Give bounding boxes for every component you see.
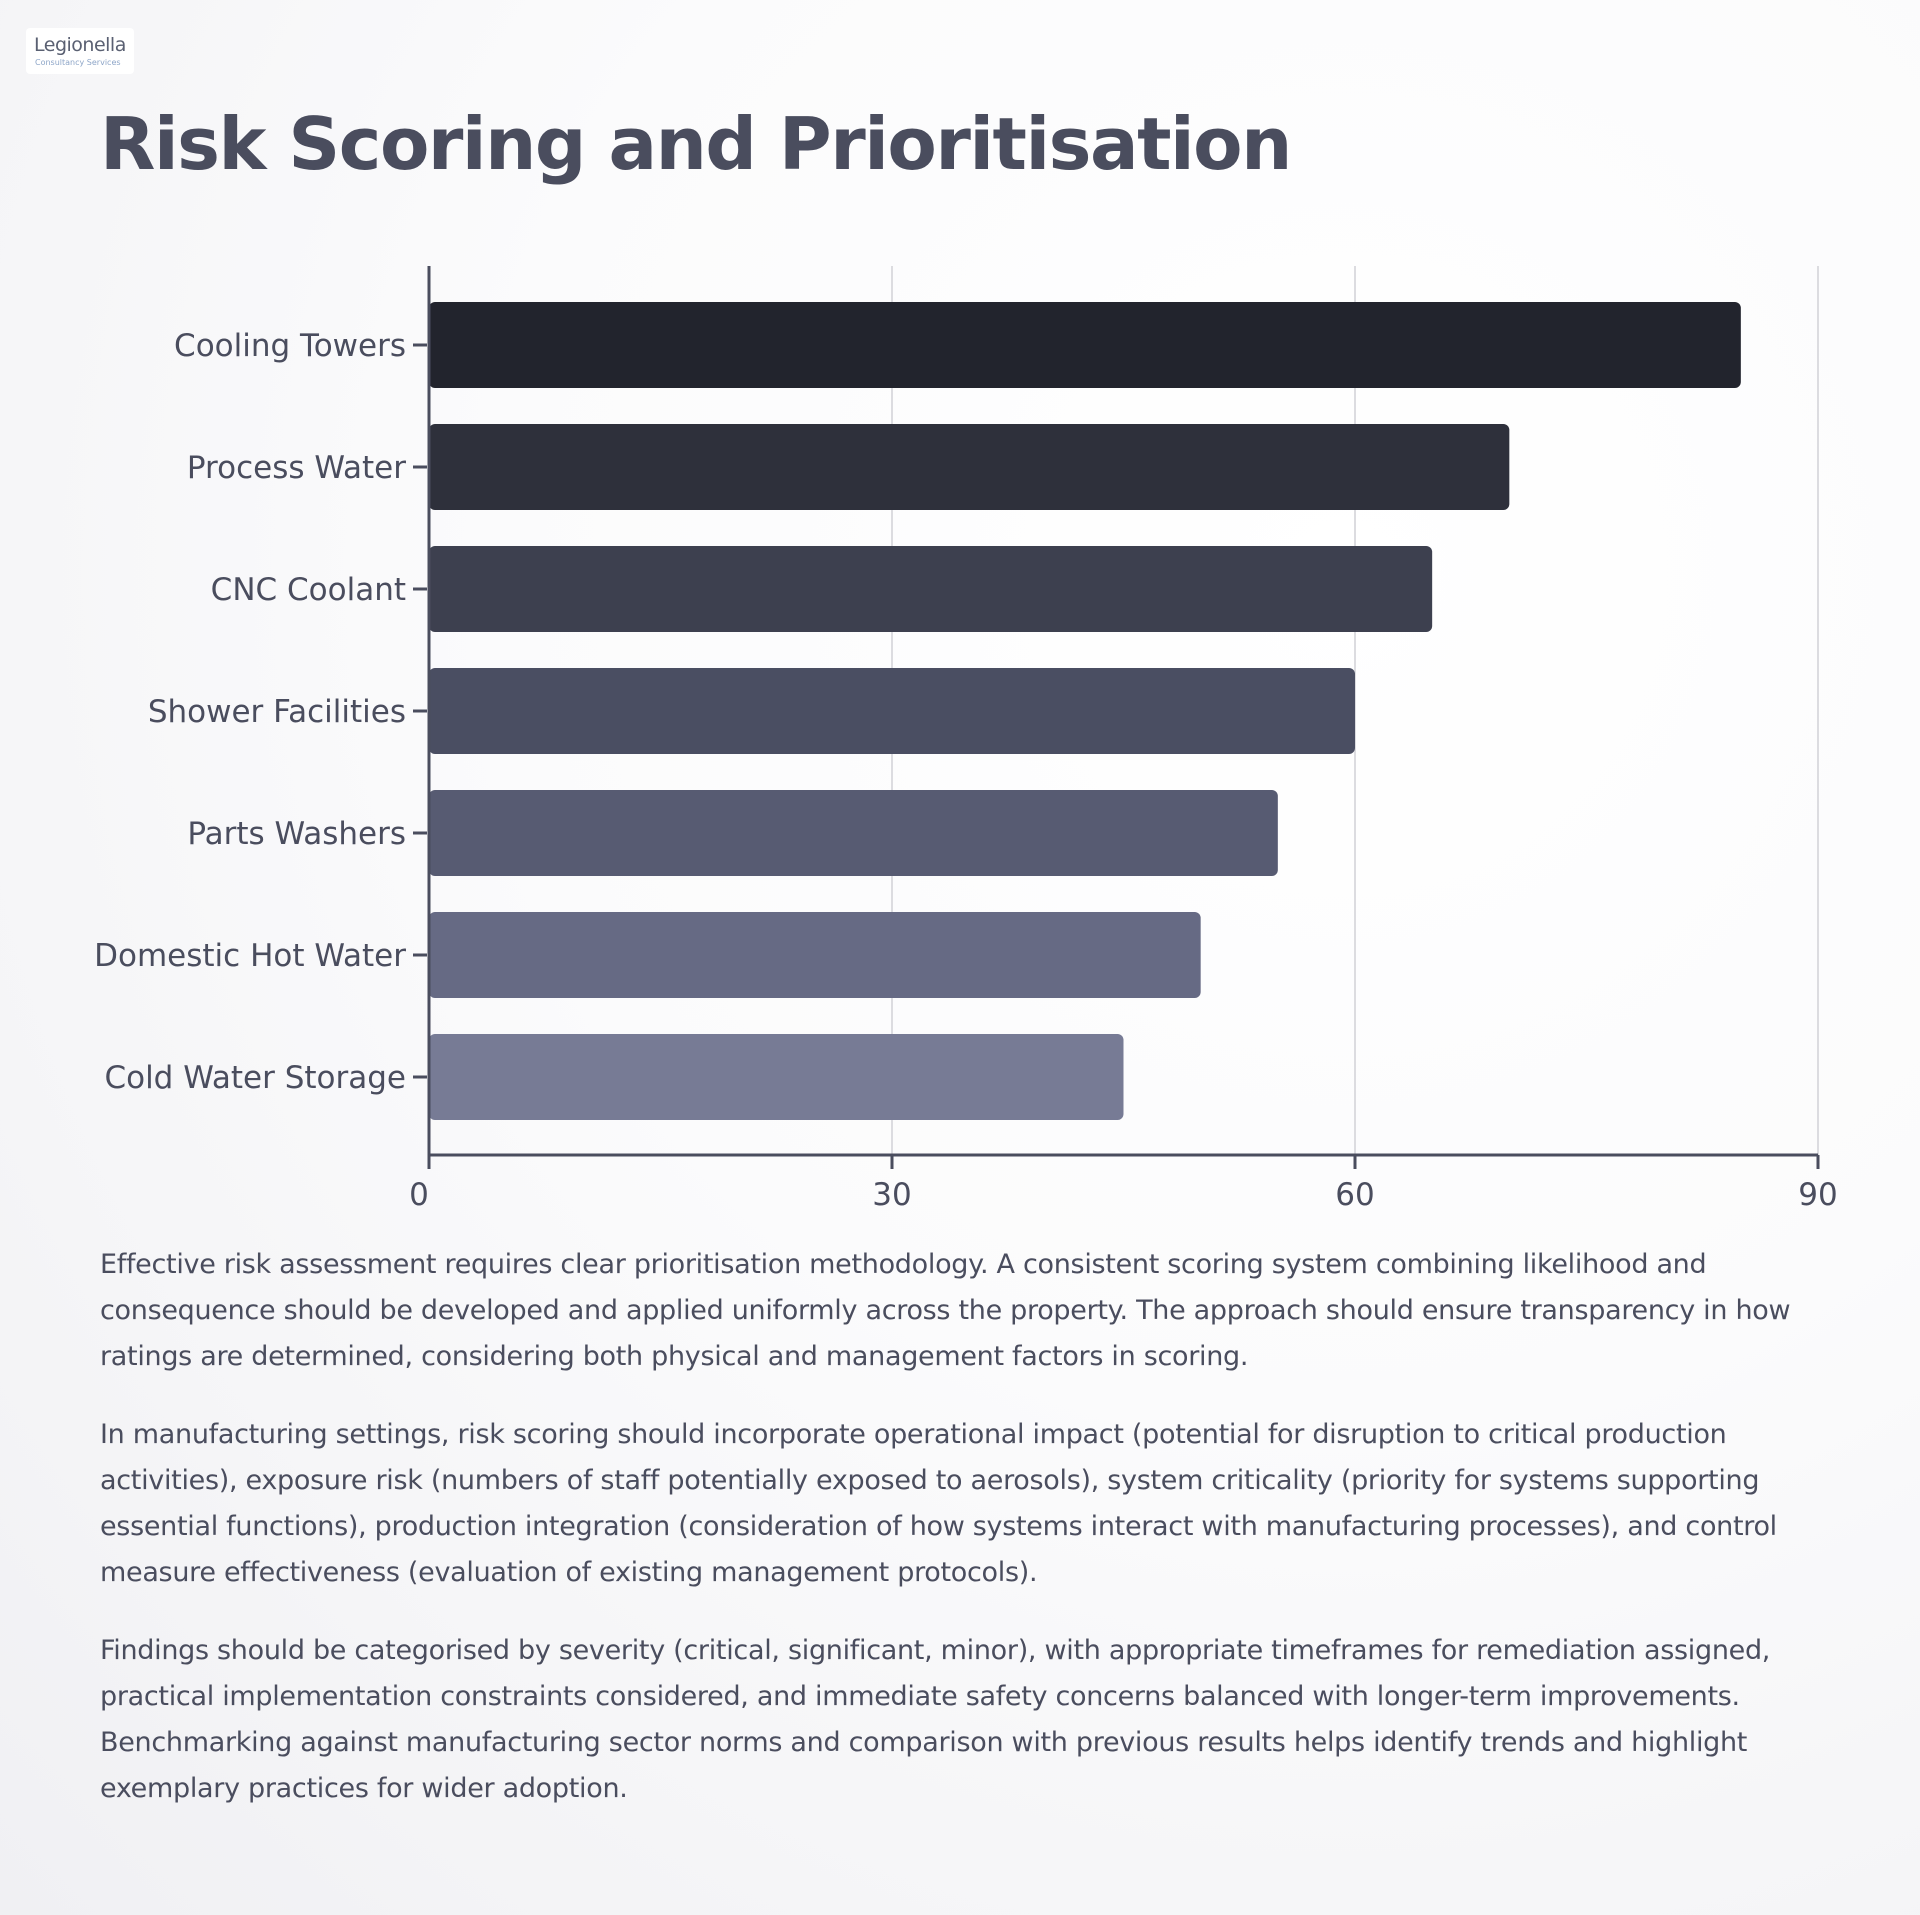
category-label-shower-facilities: Shower Facilities [147, 694, 406, 730]
x-tick-label-60: 60 [1335, 1177, 1375, 1213]
x-tick-label-0: 0 [409, 1177, 429, 1213]
bar-cooling-towers [429, 302, 1741, 388]
category-label-process-water: Process Water [186, 450, 406, 486]
page-title: Risk Scoring and Prioritisation [100, 102, 1291, 186]
body-text [100, 1242, 1810, 1844]
bar-shower-facilities [429, 668, 1355, 754]
x-tick-label-30: 30 [872, 1177, 912, 1213]
category-label-cold-water-storage: Cold Water Storage [104, 1060, 406, 1096]
category-label-cnc-coolant: CNC Coolant [210, 572, 406, 608]
paragraph-methodology: Effective risk assessment requires clear prioritisation methodology. A consistent scoring system combining likelihood and consequence should be developed and applied uniformly across the property. The approach should ensure transparency in how ratings are determined, considering both physical and management factors in scoring. [100, 1249, 1791, 1372]
category-label-parts-washers: Parts Washers [187, 816, 406, 852]
logo-tagline: Consultancy Services [35, 58, 121, 67]
bar-cold-water-storage [429, 1034, 1124, 1120]
bar-cnc-coolant [429, 546, 1432, 632]
bar-process-water [429, 424, 1509, 510]
logo-name: Legionella [34, 34, 126, 56]
bar-parts-washers [429, 790, 1278, 876]
paragraph-findings: Findings should be categorised by severity (critical, significant, minor), with appropriate timeframes for remediation assigned, practical implementation constraints considered, and immediate safety concerns balanced with longer-term improvements. Benchmarking against manufacturing sector norms and comparison with previous results helps identify trends and highlight exemplary practices for wider adoption. [100, 1635, 1771, 1804]
paragraph-manufacturing-factors: In manufacturing settings, risk scoring should incorporate operational impact (potential for disruption to critical production activities), exposure risk (numbers of staff potentially exposed to aerosols), system criticality (priority for systems supporting essential functions), production integration (consideration of how systems interact with manufacturing processes), and control measure effectiveness (evaluation of existing management protocols). [100, 1419, 1777, 1588]
category-label-cooling-towers: Cooling Towers [174, 328, 406, 364]
x-tick-label-90: 90 [1798, 1177, 1838, 1213]
category-label-domestic-hot-water: Domestic Hot Water [94, 938, 406, 974]
bar-domestic-hot-water [429, 912, 1201, 998]
